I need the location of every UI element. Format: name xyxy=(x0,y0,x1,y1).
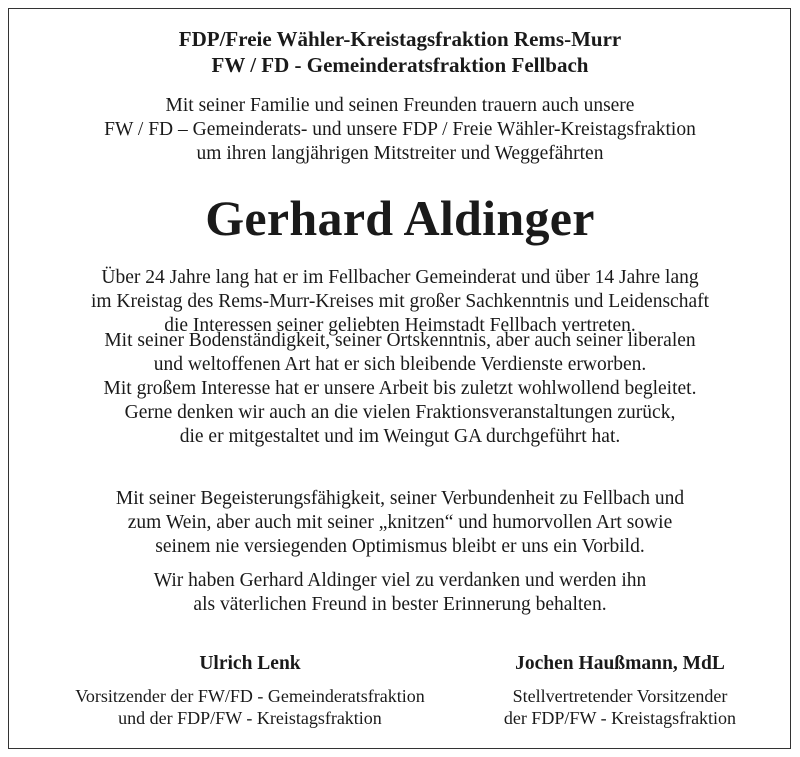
intro-line: um ihren langjährigen Mitstreiter und Weggefährten xyxy=(196,143,604,164)
intro-line: FW / FD – Gemeinderats- und unsere FDP / Freie Wähler-Kreistagsfraktion xyxy=(104,119,696,140)
paragraph-line: und weltoffenen Art hat er sich bleibende Verdienste erworben. xyxy=(153,354,647,375)
tribute-paragraph-2 xyxy=(0,329,800,449)
signatory-role xyxy=(30,685,470,729)
signatory-name: Jochen Haußmann, MdL xyxy=(515,653,725,674)
signature-left xyxy=(30,651,470,729)
paragraph-line: seinem nie versiegenden Optimismus bleibt er uns ein Vorbild. xyxy=(155,536,645,557)
deceased-name: Gerhard Aldinger xyxy=(205,190,595,246)
header-line-2: FW / FD - Gemeinderatsfraktion Fellbach xyxy=(211,53,589,77)
paragraph-line: Wir haben Gerhard Aldinger viel zu verdanken und werden ihn xyxy=(153,570,647,591)
paragraph-line: im Kreistag des Rems-Murr-Kreises mit großer Sachkenntnis und Leidenschaft xyxy=(90,291,710,312)
role-line: Stellvertretender Vorsitzender xyxy=(512,686,728,706)
obituary-header xyxy=(0,26,800,78)
paragraph-line: als väterlichen Freund in bester Erinnerung behalten. xyxy=(193,594,607,615)
paragraph-line: Mit seiner Bodenständigkeit, seiner Ortskenntnis, aber auch seiner liberalen xyxy=(104,330,696,351)
paragraph-line: Gerne denken wir auch an die vielen Fraktionsveranstaltungen zurück, xyxy=(124,402,676,423)
header-line-1: FDP/Freie Wähler-Kreistagsfraktion Rems-Murr xyxy=(178,27,622,51)
paragraph-line: die Interessen seiner geliebten Heimstadt Fellbach vertreten. xyxy=(164,315,636,336)
tribute-paragraph-3 xyxy=(0,487,800,559)
paragraph-line: zum Wein, aber auch mit seiner „knitzen“ und humorvollen Art sowie xyxy=(127,512,673,533)
paragraph-line: Über 24 Jahre lang hat er im Fellbacher Gemeinderat und über 14 Jahre lang xyxy=(101,267,699,288)
paragraph-line: die er mitgestaltet und im Weingut GA durchgeführt hat. xyxy=(179,426,621,447)
intro-line: Mit seiner Familie und seinen Freunden trauern auch unsere xyxy=(165,95,635,116)
paragraph-line: Mit großem Interesse hat er unsere Arbeit bis zuletzt wohlwollend begleitet. xyxy=(103,378,697,399)
tribute-paragraph-1 xyxy=(0,266,800,338)
signature-right xyxy=(470,651,770,729)
role-line: und der FDP/FW - Kreistagsfraktion xyxy=(118,708,382,728)
paragraph-line: Mit seiner Begeisterungsfähigkeit, seiner Verbundenheit zu Fellbach und xyxy=(115,488,685,509)
role-line: der FDP/FW - Kreistagsfraktion xyxy=(503,708,737,728)
tribute-paragraph-4 xyxy=(0,569,800,617)
signatory-role xyxy=(470,685,770,729)
intro-text xyxy=(0,94,800,166)
signatory-name: Ulrich Lenk xyxy=(199,653,301,674)
role-line: Vorsitzender der FW/FD - Gemeinderatsfraktion xyxy=(75,686,425,706)
